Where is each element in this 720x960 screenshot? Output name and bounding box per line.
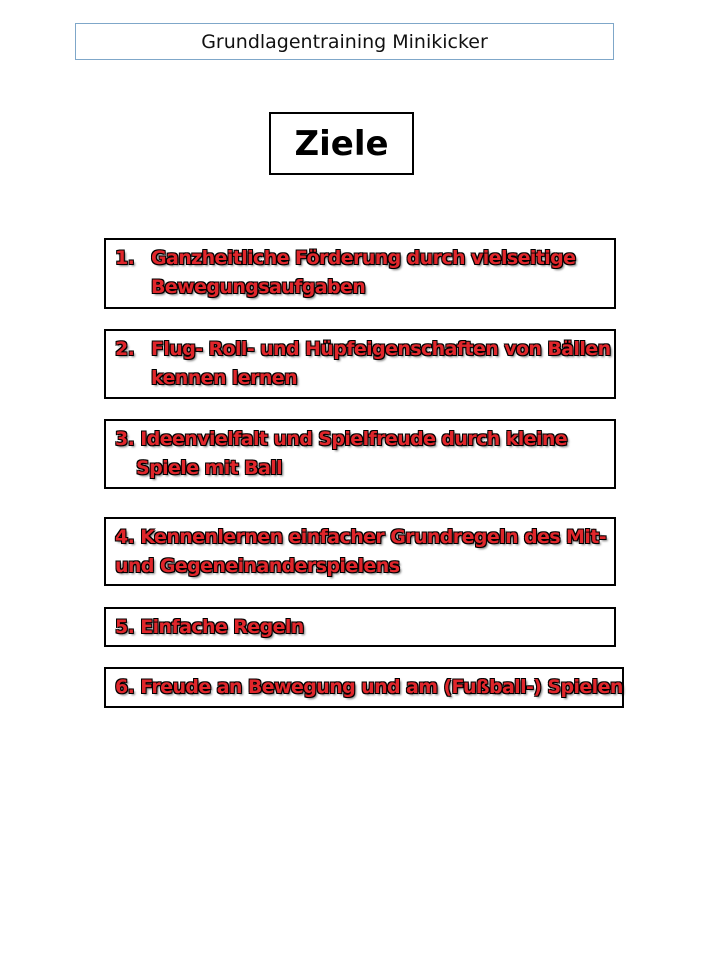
goal-box-5	[104, 607, 616, 647]
goal-box-2	[104, 329, 616, 399]
goal-3-line1: 3. Ideenvielfalt und Spielfreude durch kleine	[115, 428, 568, 450]
goal-2-number: 2.	[115, 338, 135, 360]
header-title-box	[75, 23, 614, 60]
goal-3-line2: Spiele mit Ball	[136, 457, 283, 479]
goal-5-line1: 5. Einfache Regeln	[115, 616, 304, 638]
goal-3-text	[115, 425, 567, 483]
goal-1-line1: Ganzheitliche Förderung durch vielseitige	[151, 247, 576, 269]
goal-6-line1: 6. Freude an Bewegung und am (Fußball-) Spielen	[115, 676, 623, 698]
goal-6-text	[115, 673, 623, 702]
goal-box-1	[104, 238, 616, 309]
goal-2-line1: Flug- Roll- und Hüpfeigenschaften von Bällen	[151, 338, 611, 360]
goal-2-text	[115, 335, 611, 389]
goal-1-number: 1.	[115, 247, 135, 269]
goal-4-line1: 4. Kennenlernen einfacher Grundregeln des Mit-	[115, 526, 607, 548]
page-title-box	[269, 112, 414, 175]
goal-4-text	[115, 523, 606, 581]
goal-1-text	[115, 244, 576, 298]
header-title: Grundlagentraining Minikicker	[201, 30, 488, 53]
goal-box-3	[104, 419, 616, 489]
goal-4-line2: und Gegeneinanderspielens	[115, 555, 400, 577]
goal-box-6	[104, 667, 624, 708]
goal-box-4	[104, 517, 616, 586]
goal-2-line2: kennen lernen	[151, 367, 297, 389]
goal-5-text	[115, 613, 304, 642]
page-title: Ziele	[294, 123, 389, 164]
goal-1-line2: Bewegungsaufgaben	[151, 276, 366, 298]
